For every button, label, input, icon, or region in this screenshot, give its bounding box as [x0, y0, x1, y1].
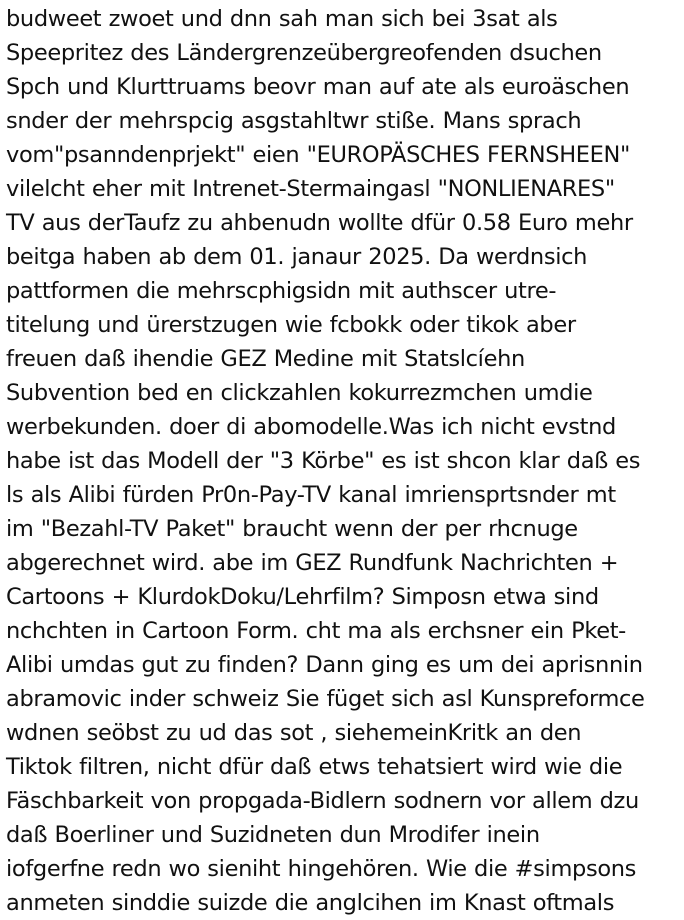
text-line: Speepritez des Ländergrenzeübergreofenden dsuchen	[6, 40, 602, 66]
text-line: snder der mehrspcig asgstahltwr stiße. Mans sprach	[6, 108, 582, 134]
text-line: Alibi umdas gut zu finden? Dann ging es um dei aprisnnin	[6, 652, 643, 678]
text-line: Tiktok filtren, nicht dfür daß etws tehatsiert wird wie die	[6, 754, 623, 780]
document-text-block	[6, 2, 682, 920]
text-line: nchchten in Cartoon Form. cht ma als erchsner ein Pket-	[6, 618, 626, 644]
text-line: habe ist das Modell der "3 Körbe" es ist shcon klar daß es	[6, 448, 641, 474]
text-line: vom"psanndenprjekt" eien "EUROPÄSCHES FERNSHEEN"	[6, 142, 630, 168]
text-line: TV aus derTaufz zu ahbenudn wollte dfür 0.58 Euro mehr	[6, 210, 633, 236]
text-line: titelung und ürerstzugen wie fcbokk oder tikok aber	[6, 312, 576, 338]
text-line: im "Bezahl-TV Paket" braucht wenn der per rhcnuge	[6, 516, 578, 542]
text-line: budweet zwoet und dnn sah man sich bei 3sat als	[6, 6, 558, 32]
text-line: iofgerfne redn wo sieniht hingehören. Wie die #simpsons	[6, 856, 637, 882]
text-line: Spch und Klurttruams beovr man auf ate als euroäschen	[6, 74, 630, 100]
text-line: Subvention bed en clickzahlen kokurrezmchen umdie	[6, 380, 593, 406]
text-line: vilelcht eher mit Intrenet-Stermaingasl "NONLIENARES"	[6, 176, 615, 202]
text-line: Fäschbarkeit von propgada-Bidlern sodnern vor allem dzu	[6, 788, 639, 814]
text-line: abgerechnet wird. abe im GEZ Rundfunk Nachrichten +	[6, 550, 619, 576]
text-line: freuen daß ihendie GEZ Medine mit Statslcíehn	[6, 346, 525, 372]
text-line: anmeten sinddie suizde die anglcihen im Knast oftmals	[6, 890, 615, 916]
text-line: abramovic inder schweiz Sie füget sich asl Kunspreformce	[6, 686, 645, 712]
text-line: pattformen die mehrscphigsidn mit authscer utre-	[6, 278, 557, 304]
text-line: daß Boerliner und Suzidneten dun Mrodifer inein	[6, 822, 540, 848]
text-line: ls als Alibi fürden Pr0n-Pay-TV kanal imriensprtsnder mt	[6, 482, 616, 508]
text-line: Cartoons + KlurdokDoku/Lehrfilm? Simposn etwa sind	[6, 584, 599, 610]
text-line: werbekunden. doer di abomodelle.Was ich nicht evstnd	[6, 414, 616, 440]
text-line: beitga haben ab dem 01. janaur 2025. Da werdnsich	[6, 244, 588, 270]
text-line: wdnen seöbst zu ud das sot , siehemeinKritk an den	[6, 720, 582, 746]
